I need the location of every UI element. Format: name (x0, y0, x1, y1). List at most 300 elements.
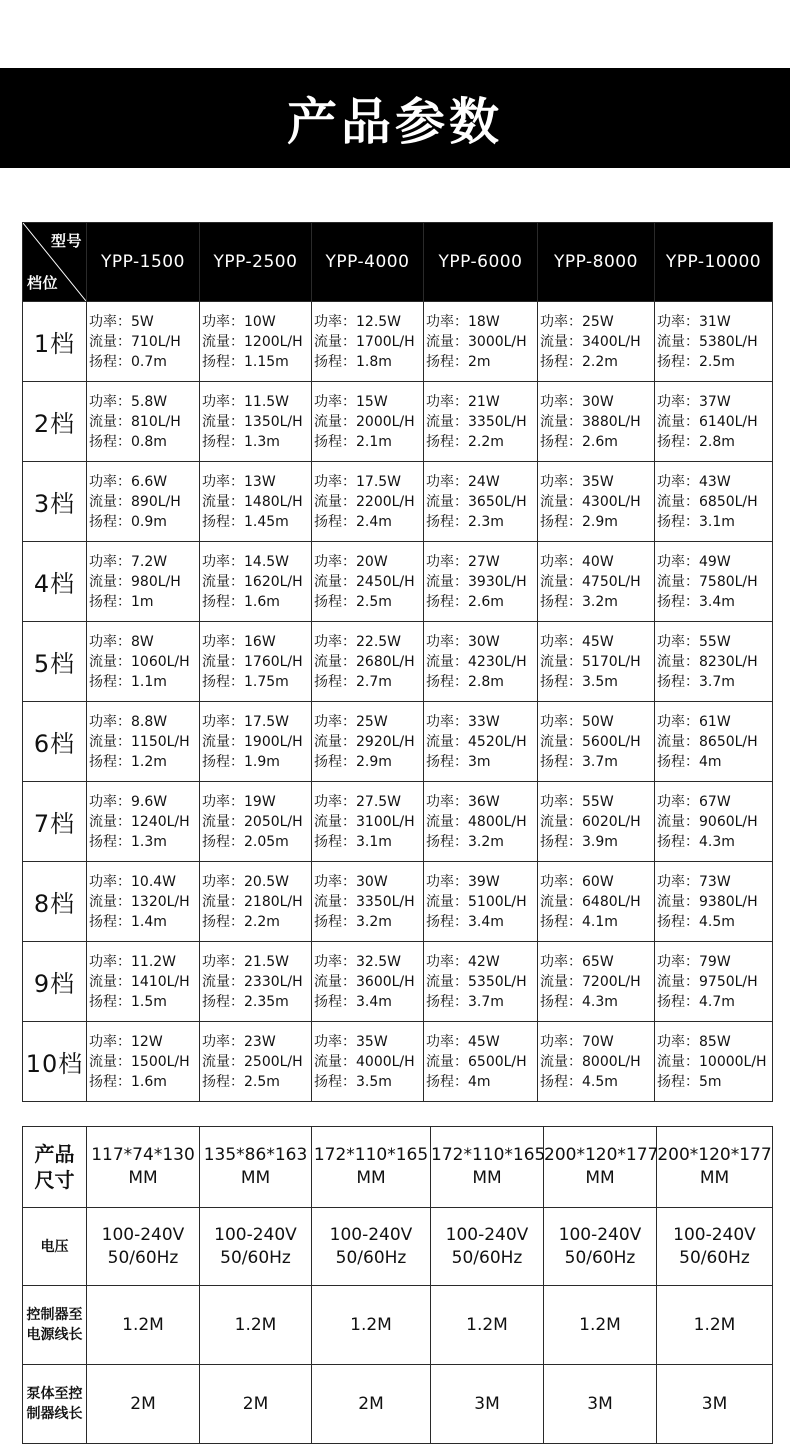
head-line (314, 992, 423, 1012)
dimensions-table (22, 1126, 773, 1444)
flow-line-label: 流量： (202, 573, 244, 590)
head-line-value: 1.1m (131, 673, 167, 690)
power-line-label: 功率： (540, 393, 582, 410)
flow-line (202, 332, 311, 352)
gear-label: 5档 (23, 622, 87, 702)
head-line (202, 672, 311, 692)
flow-line (314, 812, 423, 832)
gear-label: 8档 (23, 862, 87, 942)
power-line (89, 392, 199, 412)
flow-line-label: 流量： (426, 813, 468, 830)
head-line-value: 2.9m (356, 753, 392, 770)
power-line (657, 632, 772, 652)
power-line-label: 功率： (540, 633, 582, 650)
dims-cell (657, 1286, 773, 1365)
flow-line-label: 流量： (426, 733, 468, 750)
power-line (89, 952, 199, 972)
model-header: YPP-4000 (312, 223, 424, 302)
head-line-label: 扬程： (540, 593, 582, 610)
flow-line-value: 9380L/H (699, 893, 758, 910)
model-header: YPP-8000 (538, 223, 655, 302)
flow-line-label: 流量： (89, 1053, 131, 1070)
head-line-label: 扬程： (540, 753, 582, 770)
flow-line-label: 流量： (540, 333, 582, 350)
power-line (89, 632, 199, 652)
power-line (540, 1032, 654, 1052)
flow-line-label: 流量： (657, 413, 699, 430)
power-line (202, 872, 311, 892)
dims-cell (312, 1286, 431, 1365)
dims-cell-line: 100-240V (558, 1224, 642, 1245)
spec-cell (424, 622, 538, 702)
gear-label: 10档 (23, 1022, 87, 1102)
spec-cell (200, 462, 312, 542)
head-line-value: 3.2m (582, 593, 618, 610)
flow-line-label: 流量： (89, 653, 131, 670)
dims-row (23, 1365, 773, 1444)
flow-line (202, 412, 311, 432)
head-line-label: 扬程： (202, 433, 244, 450)
flow-line-label: 流量： (314, 973, 356, 990)
head-line-label: 扬程： (426, 833, 468, 850)
power-line-value: 10W (244, 313, 276, 330)
head-line-value: 3.1m (699, 513, 735, 530)
head-line-value: 1.3m (131, 833, 167, 850)
dims-row-label-line: 泵体至控 (26, 1386, 83, 1402)
dims-cell-line: MM (128, 1168, 158, 1188)
spec-header-row (23, 223, 773, 302)
head-line (89, 672, 199, 692)
head-line (426, 512, 537, 532)
power-line-label: 功率： (540, 473, 582, 490)
dims-cell-line: 50/60Hz (220, 1247, 291, 1268)
power-line-value: 32.5W (356, 953, 402, 970)
head-line (540, 832, 654, 852)
power-line-value: 12.5W (356, 313, 402, 330)
flow-line-label: 流量： (657, 973, 699, 990)
flow-line-label: 流量： (202, 413, 244, 430)
flow-line (202, 972, 311, 992)
dims-cell-line: 3M (474, 1393, 500, 1414)
power-line-value: 5.8W (131, 393, 168, 410)
power-line (202, 472, 311, 492)
dims-row (23, 1286, 773, 1365)
flow-line (426, 972, 537, 992)
power-line-label: 功率： (426, 473, 468, 490)
flow-line (314, 332, 423, 352)
head-line-label: 扬程： (657, 1073, 699, 1090)
head-line-label: 扬程： (657, 593, 699, 610)
head-line-value: 4.5m (582, 1073, 618, 1090)
head-line-label: 扬程： (314, 353, 356, 370)
flow-line (426, 892, 537, 912)
power-line-label: 功率： (314, 953, 356, 970)
dims-cell-line: 2M (358, 1393, 384, 1414)
head-line (540, 512, 654, 532)
head-line-label: 扬程： (540, 833, 582, 850)
power-line (89, 552, 199, 572)
spec-cell (200, 382, 312, 462)
flow-line-label: 流量： (89, 333, 131, 350)
head-line-label: 扬程： (657, 833, 699, 850)
dims-cell-line: 172*110*165 (313, 1145, 429, 1165)
head-line-value: 2m (468, 353, 491, 370)
spec-table (22, 222, 773, 1102)
dims-cell (431, 1365, 544, 1444)
power-line-value: 65W (582, 953, 614, 970)
power-line (657, 872, 772, 892)
power-line-label: 功率： (202, 713, 244, 730)
dims-cell-line: 100-240V (214, 1224, 297, 1245)
spec-cell (424, 382, 538, 462)
head-line (89, 592, 199, 612)
model-header: YPP-1500 (87, 223, 200, 302)
head-line (657, 752, 772, 772)
flow-line (657, 652, 772, 672)
power-line-label: 功率： (202, 873, 244, 890)
flow-line-label: 流量： (540, 733, 582, 750)
flow-line-value: 1240L/H (131, 813, 190, 830)
flow-line-value: 3930L/H (468, 573, 527, 590)
spec-row (23, 462, 773, 542)
flow-line-value: 6850L/H (699, 493, 758, 510)
flow-line-value: 3880L/H (582, 413, 641, 430)
flow-line (657, 412, 772, 432)
power-line-value: 22.5W (356, 633, 402, 650)
head-line (202, 352, 311, 372)
flow-line-label: 流量： (426, 653, 468, 670)
flow-line (540, 972, 654, 992)
flow-line-value: 710L/H (131, 333, 181, 350)
power-line-value: 25W (582, 313, 614, 330)
flow-line (657, 972, 772, 992)
flow-line-value: 2330L/H (244, 973, 303, 990)
dims-cell-line: 200*120*177 (657, 1145, 772, 1165)
power-line (202, 1032, 311, 1052)
head-line-label: 扬程： (426, 433, 468, 450)
flow-line (426, 572, 537, 592)
flow-line-label: 流量： (314, 573, 356, 590)
spec-cell (312, 542, 424, 622)
power-line-label: 功率： (426, 713, 468, 730)
flow-line-label: 流量： (89, 893, 131, 910)
flow-line-value: 7580L/H (699, 573, 758, 590)
dims-cell-line: 200*120*177 (544, 1145, 659, 1165)
head-line-value: 3.7m (699, 673, 735, 690)
power-line-value: 10.4W (131, 873, 177, 890)
spec-cell (424, 942, 538, 1022)
head-line (426, 752, 537, 772)
flow-line-label: 流量： (540, 973, 582, 990)
power-line (426, 872, 537, 892)
power-line-value: 42W (468, 953, 500, 970)
power-line-label: 功率： (89, 633, 131, 650)
dims-cell (200, 1365, 312, 1444)
dims-cell-line: 1.2M (693, 1314, 736, 1335)
spec-cell (312, 702, 424, 782)
flow-line-label: 流量： (202, 973, 244, 990)
model-header: YPP-6000 (424, 223, 538, 302)
flow-line (89, 332, 199, 352)
power-line-value: 60W (582, 873, 614, 890)
head-line (657, 592, 772, 612)
flow-line-label: 流量： (426, 493, 468, 510)
head-line-value: 3.4m (356, 993, 392, 1010)
flow-line-label: 流量： (426, 1053, 468, 1070)
flow-line-value: 1150L/H (131, 733, 190, 750)
head-line (202, 1072, 311, 1092)
flow-line-value: 1060L/H (131, 653, 190, 670)
head-line-value: 2.9m (582, 513, 618, 530)
power-line (657, 1032, 772, 1052)
flow-line-label: 流量： (657, 493, 699, 510)
spec-cell (655, 1022, 773, 1102)
dims-cell-line: 50/60Hz (451, 1247, 523, 1268)
flow-line (89, 492, 199, 512)
dims-cell-line: 1.2M (466, 1314, 508, 1335)
flow-line (202, 812, 311, 832)
head-line (657, 512, 772, 532)
head-line-label: 扬程： (657, 913, 699, 930)
flow-line-label: 流量： (314, 333, 356, 350)
power-line (426, 712, 537, 732)
head-line-label: 扬程： (314, 593, 356, 610)
spec-row (23, 702, 773, 782)
power-line-label: 功率： (202, 553, 244, 570)
power-line (657, 792, 772, 812)
spec-cell (200, 1022, 312, 1102)
head-line-value: 1.75m (244, 673, 289, 690)
flow-line-value: 3600L/H (356, 973, 415, 990)
flow-line-label: 流量： (89, 813, 131, 830)
head-line-label: 扬程： (202, 993, 244, 1010)
flow-line-label: 流量： (657, 573, 699, 590)
flow-line-label: 流量： (89, 413, 131, 430)
head-line-value: 2.8m (699, 433, 735, 450)
head-line-value: 2.4m (356, 513, 392, 530)
flow-line-label: 流量： (314, 893, 356, 910)
head-line-value: 2.6m (468, 593, 504, 610)
power-line-value: 67W (699, 793, 731, 810)
flow-line-label: 流量： (89, 733, 131, 750)
dims-cell-line: 172*110*165 (431, 1145, 546, 1165)
spec-cell (655, 862, 773, 942)
flow-line-label: 流量： (657, 1053, 699, 1070)
head-line (540, 1072, 654, 1092)
dims-cell (544, 1365, 657, 1444)
power-line-label: 功率： (202, 953, 244, 970)
head-line-label: 扬程： (202, 753, 244, 770)
power-line (657, 312, 772, 332)
gear-label: 2档 (23, 382, 87, 462)
head-line-label: 扬程： (202, 513, 244, 530)
head-line-label: 扬程： (426, 913, 468, 930)
head-line-label: 扬程： (202, 353, 244, 370)
flow-line (540, 1052, 654, 1072)
power-line (426, 952, 537, 972)
power-line-value: 55W (699, 633, 731, 650)
power-line (657, 552, 772, 572)
flow-line (89, 1052, 199, 1072)
flow-line-value: 8650L/H (699, 733, 758, 750)
head-line (89, 1072, 199, 1092)
power-line (314, 632, 423, 652)
dims-row-label (23, 1286, 87, 1365)
dims-cell (87, 1365, 200, 1444)
flow-line-label: 流量： (657, 813, 699, 830)
power-line (202, 632, 311, 652)
spec-cell (655, 702, 773, 782)
flow-line (202, 572, 311, 592)
head-line-value: 2.7m (356, 673, 392, 690)
flow-line (426, 652, 537, 672)
power-line-label: 功率： (540, 793, 582, 810)
power-line-label: 功率： (89, 793, 131, 810)
spec-row (23, 942, 773, 1022)
flow-line (89, 732, 199, 752)
power-line (314, 712, 423, 732)
flow-line-label: 流量： (314, 733, 356, 750)
power-line-value: 25W (356, 713, 388, 730)
flow-line (540, 332, 654, 352)
head-line (314, 512, 423, 532)
head-line-label: 扬程： (314, 993, 356, 1010)
power-line-value: 85W (699, 1033, 731, 1050)
power-line-label: 功率： (426, 953, 468, 970)
flow-line (89, 572, 199, 592)
head-line-value: 3.1m (356, 833, 392, 850)
flow-line (540, 572, 654, 592)
flow-line-label: 流量： (202, 333, 244, 350)
head-line-label: 扬程： (202, 1073, 244, 1090)
flow-line-value: 1620L/H (244, 573, 303, 590)
power-line-label: 功率： (314, 313, 356, 330)
power-line-value: 30W (468, 633, 500, 650)
flow-line-value: 3000L/H (468, 333, 527, 350)
flow-line-value: 1760L/H (244, 653, 303, 670)
corner-header-cell (23, 223, 87, 302)
head-line-value: 1m (131, 593, 154, 610)
head-line (426, 432, 537, 452)
flow-line-value: 4000L/H (356, 1053, 415, 1070)
spec-cell (312, 782, 424, 862)
power-line (314, 472, 423, 492)
head-line-value: 3.7m (582, 753, 618, 770)
head-line-label: 扬程： (314, 513, 356, 530)
head-line-value: 1.8m (356, 353, 392, 370)
spec-cell (87, 782, 200, 862)
head-line-label: 扬程： (89, 993, 131, 1010)
dims-cell-line: 2M (130, 1393, 156, 1414)
head-line-label: 扬程： (540, 513, 582, 530)
power-line (540, 872, 654, 892)
head-line-value: 4.3m (699, 833, 735, 850)
power-line-label: 功率： (89, 553, 131, 570)
power-line (540, 392, 654, 412)
model-header: YPP-2500 (200, 223, 312, 302)
flow-line-label: 流量： (202, 493, 244, 510)
flow-line-value: 10000L/H (699, 1053, 767, 1070)
head-line (202, 512, 311, 532)
head-line (426, 912, 537, 932)
head-line (314, 752, 423, 772)
power-line (314, 1032, 423, 1052)
flow-line (314, 412, 423, 432)
head-line-label: 扬程： (657, 753, 699, 770)
power-line (540, 952, 654, 972)
head-line-value: 1.6m (244, 593, 280, 610)
spec-cell (424, 302, 538, 382)
head-line-label: 扬程： (314, 833, 356, 850)
power-line-value: 19W (244, 793, 276, 810)
dims-cell-line: 100-240V (673, 1224, 756, 1245)
flow-line-label: 流量： (426, 333, 468, 350)
flow-line-value: 980L/H (131, 573, 181, 590)
flow-line (426, 812, 537, 832)
corner-model-label: 型号 (50, 232, 82, 250)
head-line-label: 扬程： (426, 753, 468, 770)
power-line-value: 15W (356, 393, 388, 410)
head-line-label: 扬程： (426, 673, 468, 690)
head-line-value: 4.3m (582, 993, 618, 1010)
power-line (314, 312, 423, 332)
spec-cell (424, 702, 538, 782)
power-line-label: 功率： (657, 793, 699, 810)
dims-cell-line: 50/60Hz (107, 1247, 179, 1268)
spec-row (23, 862, 773, 942)
flow-line-value: 810L/H (131, 413, 181, 430)
spec-cell (655, 302, 773, 382)
power-line-label: 功率： (89, 393, 131, 410)
head-line-label: 扬程： (89, 433, 131, 450)
power-line-label: 功率： (540, 873, 582, 890)
flow-line-value: 5170L/H (582, 653, 641, 670)
head-line (540, 592, 654, 612)
head-line-label: 扬程： (89, 753, 131, 770)
flow-line (426, 732, 537, 752)
flow-line-value: 2450L/H (356, 573, 415, 590)
head-line (314, 592, 423, 612)
power-line (314, 552, 423, 572)
head-line (540, 992, 654, 1012)
head-line (89, 912, 199, 932)
flow-line-label: 流量： (314, 813, 356, 830)
head-line-value: 1.4m (131, 913, 167, 930)
spec-cell (200, 862, 312, 942)
flow-line (657, 572, 772, 592)
head-line-value: 1.3m (244, 433, 280, 450)
flow-line-label: 流量： (540, 813, 582, 830)
flow-line (540, 732, 654, 752)
power-line-value: 5W (131, 313, 154, 330)
dims-row-label-line: 电源线长 (26, 1327, 83, 1343)
spec-cell (312, 382, 424, 462)
head-line-value: 3.7m (468, 993, 504, 1010)
flow-line-label: 流量： (426, 893, 468, 910)
power-line-value: 27W (468, 553, 500, 570)
dims-cell-line: 1.2M (350, 1314, 392, 1335)
power-line-label: 功率： (657, 953, 699, 970)
power-line-label: 功率： (540, 553, 582, 570)
flow-line (657, 332, 772, 352)
head-line (314, 832, 423, 852)
power-line (426, 1032, 537, 1052)
head-line (657, 432, 772, 452)
head-line-label: 扬程： (540, 913, 582, 930)
spec-cell (87, 942, 200, 1022)
flow-line-value: 3100L/H (356, 813, 415, 830)
spec-cell (424, 782, 538, 862)
